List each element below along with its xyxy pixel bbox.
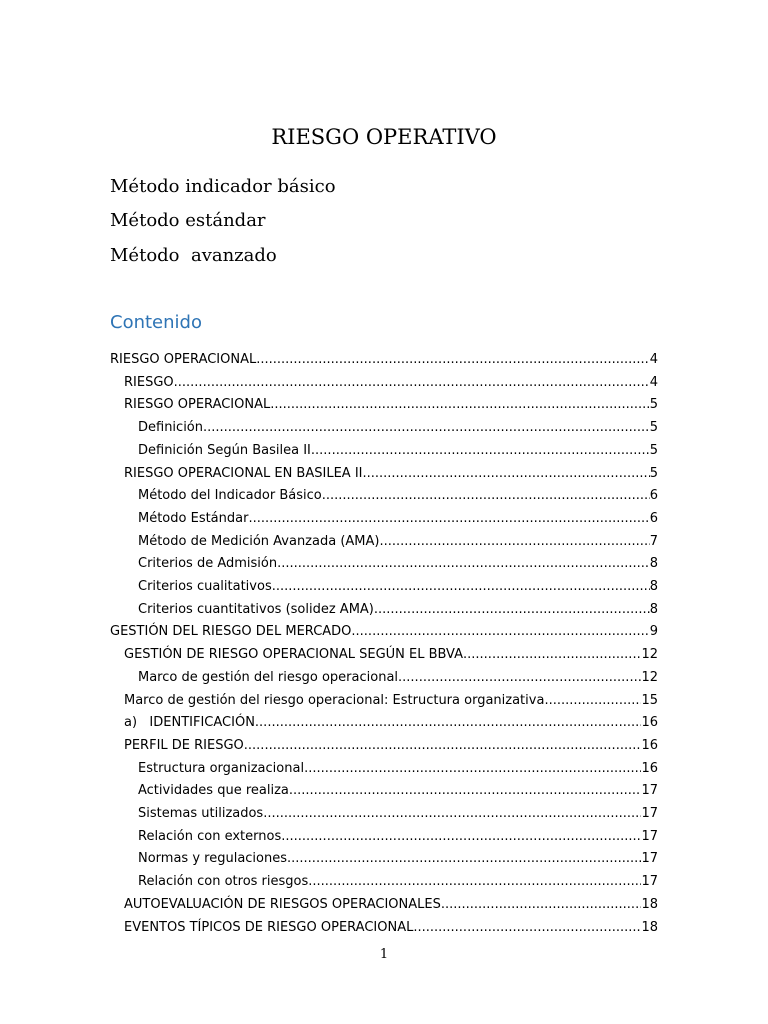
toc-entry-page: 5 [649, 397, 658, 413]
toc-leader-dots [351, 622, 649, 642]
toc-entry-page: 8 [649, 601, 658, 617]
toc-entry-title: Relación con otros riesgos [138, 874, 309, 890]
toc-entry[interactable] [138, 668, 658, 688]
toc-leader-dots [270, 395, 649, 415]
toc-entry-page: 16 [641, 715, 658, 731]
toc-leader-dots [244, 736, 642, 756]
toc-leader-dots [398, 668, 641, 688]
toc-leader-dots [308, 872, 641, 892]
toc-entry-title: a) IDENTIFICACIÓN [124, 715, 255, 731]
toc-entry-title: RIESGO OPERACIONAL EN BASILEA II [124, 465, 363, 481]
toc-entry-title: GESTIÓN DE RIESGO OPERACIONAL SEGÚN EL BBVA [124, 647, 464, 663]
toc-entry-title: Sistemas utilizados [138, 806, 264, 821]
toc-leader-dots [203, 418, 650, 438]
toc-leader-dots [277, 554, 650, 574]
toc-leader-dots [311, 441, 650, 461]
toc-entry-page: 5 [649, 442, 658, 458]
toc-entry[interactable] [110, 622, 658, 642]
method-basic: Método indicador básico [110, 176, 336, 197]
toc-entry-page: 8 [649, 579, 658, 594]
toc-entry[interactable] [138, 600, 658, 620]
toc-leader-dots [289, 781, 642, 801]
toc-leader-dots [256, 350, 649, 370]
toc-entry-page: 12 [641, 669, 658, 685]
toc-entry-page: 17 [641, 828, 658, 844]
toc-entry[interactable] [124, 645, 658, 665]
toc-leader-dots [362, 464, 649, 484]
toc-entry-page: 16 [641, 737, 658, 753]
toc-entry[interactable] [138, 577, 658, 597]
toc-entry[interactable] [124, 736, 658, 756]
toc-entry-title: Criterios de Admisión [138, 556, 278, 572]
toc-entry-title: AUTOEVALUACIÓN DE RIESGOS OPERACIONALES [124, 896, 441, 912]
toc-entry[interactable] [138, 849, 658, 869]
toc-entry-title: Método del Indicador Básico [138, 488, 322, 504]
toc-leader-dots [413, 918, 641, 938]
toc-entry-page: 12 [641, 647, 658, 663]
toc-leader-dots [441, 895, 642, 915]
toc-entry-page: 17 [641, 874, 658, 890]
toc-entry-title: Método Estándar [138, 510, 249, 526]
toc-entry-page: 4 [649, 352, 658, 367]
toc-entry-title: Relación con externos [138, 828, 282, 844]
toc-entry[interactable] [124, 464, 658, 484]
toc-entry-page: 18 [641, 919, 658, 935]
toc-entry-page: 6 [649, 510, 658, 526]
toc-leader-dots [272, 577, 650, 597]
toc-entry-title: Normas y regulaciones [138, 851, 288, 867]
toc-entry-title: Marco de gestión del riesgo operacional: Estructura organizativa [124, 692, 545, 708]
page-number: 1 [379, 947, 389, 962]
toc-entry-page: 4 [649, 374, 658, 390]
toc-entry-title: Actividades que realiza [138, 783, 289, 799]
toc-entry[interactable] [138, 554, 658, 574]
toc-leader-dots [248, 509, 649, 529]
toc-leader-dots [322, 486, 650, 506]
toc-entry-title: Definición Según Basilea II [138, 442, 311, 458]
toc-leader-dots [263, 804, 641, 824]
document-title: RIESGO OPERATIVO [271, 125, 497, 149]
toc-entry[interactable] [138, 827, 658, 847]
toc-leader-dots [374, 600, 650, 620]
toc-entry[interactable] [124, 691, 658, 711]
toc-entry[interactable] [138, 509, 658, 529]
toc-entry[interactable] [124, 918, 658, 938]
toc-entry[interactable] [138, 418, 658, 438]
toc-leader-dots [463, 645, 641, 665]
toc-entry-title: Estructura organizacional [138, 760, 305, 776]
toc-heading: Contenido [110, 312, 202, 333]
toc-entry-title: Criterios cualitativos [138, 579, 272, 594]
toc-entry-page: 15 [641, 692, 658, 708]
toc-entry[interactable] [124, 895, 658, 915]
toc-entry[interactable] [124, 373, 658, 393]
toc-leader-dots [304, 759, 641, 779]
toc-entry[interactable] [138, 486, 658, 506]
toc-entry-title: Método de Medición Avanzada (AMA) [138, 533, 380, 549]
toc-leader-dots [544, 691, 641, 711]
toc-entry-title: GESTIÓN DEL RIESGO DEL MERCADO [110, 624, 352, 640]
toc-entry[interactable] [124, 395, 658, 415]
toc-entry-title: RIESGO [124, 374, 174, 390]
toc-leader-dots [379, 532, 649, 552]
toc-entry-page: 5 [649, 420, 658, 436]
toc-entry-title: RIESGO OPERACIONAL [124, 397, 271, 413]
toc-entry-title: Definición [138, 420, 203, 436]
toc-entry[interactable] [138, 804, 658, 824]
toc-entry[interactable] [138, 532, 658, 552]
toc-leader-dots [281, 827, 641, 847]
toc-entry[interactable] [110, 350, 658, 370]
method-standard: Método estándar [110, 210, 266, 231]
toc-leader-dots [287, 849, 641, 869]
toc-leader-dots [174, 373, 650, 393]
toc-entry-page: 6 [649, 488, 658, 504]
toc-entry-page: 18 [641, 896, 658, 912]
toc-entry[interactable] [138, 441, 658, 461]
toc-entry-title: Marco de gestión del riesgo operacional [138, 669, 399, 685]
toc-entry[interactable] [124, 713, 658, 733]
toc-entry[interactable] [138, 872, 658, 892]
toc-entry-page: 16 [641, 760, 658, 776]
toc-entry-page: 17 [641, 783, 658, 799]
toc-entry[interactable] [138, 781, 658, 801]
toc-entry-title: EVENTOS TÍPICOS DE RIESGO OPERACIONAL [124, 919, 414, 935]
toc-entry-page: 7 [649, 533, 658, 549]
toc-leader-dots [255, 713, 642, 733]
toc-entry-title: Criterios cuantitativos (solidez AMA) [138, 601, 374, 617]
toc-entry-page: 5 [649, 465, 658, 481]
toc-entry-page: 17 [641, 806, 658, 821]
toc-entry-title: RIESGO OPERACIONAL [110, 352, 257, 367]
toc-entry-page: 8 [649, 556, 658, 572]
method-advanced: Método avanzado [110, 245, 277, 266]
toc-entry-page: 9 [649, 624, 658, 640]
toc-entry[interactable] [138, 759, 658, 779]
toc-entry-page: 17 [641, 851, 658, 867]
toc-entry-title: PERFIL DE RIESGO [124, 737, 244, 753]
